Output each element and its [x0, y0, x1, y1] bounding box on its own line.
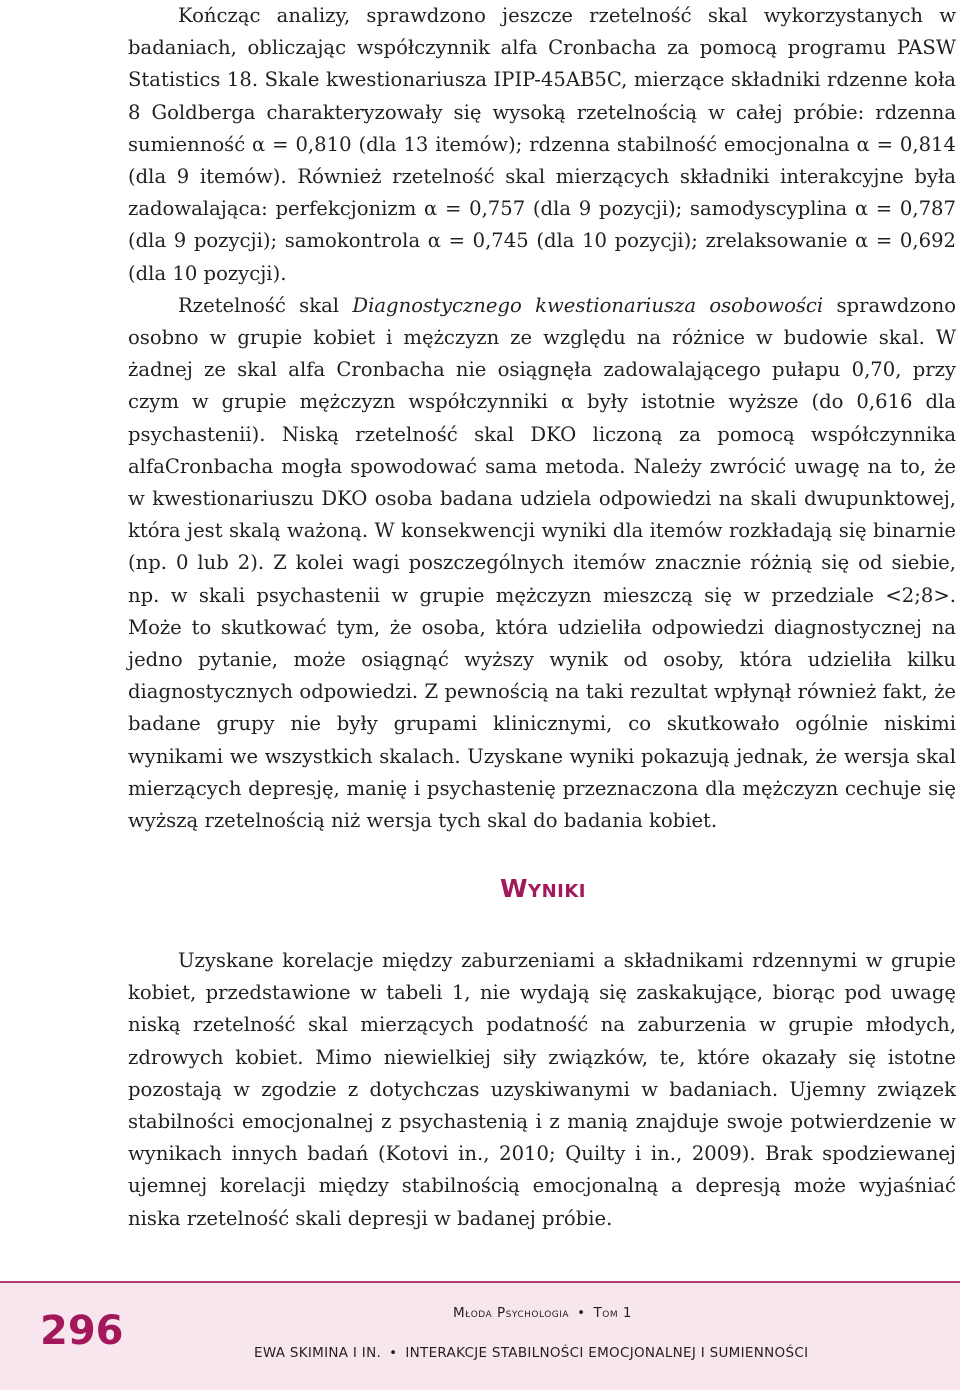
- paragraph-dko-start: Rzetelność skal: [178, 293, 353, 317]
- paragraph-reliability-ipip: Kończąc analizy, sprawdzono jeszcze rzetelność skal wykorzystanych w badaniach, obliczając współczynnik alfa Cronbacha za pomocą programu PASW Statistics 18. Skale kwestionariusza IPIP-45AB5C, mierzące składniki rdzenne koła 8 Goldberga charakteryzowały się wysoką rzetelnością w całej próbie: rdzenna sumienność α = 0,810 (dla 13 itemów); rdzenna stabilność emocjonalna α = 0,814 (dla 9 itemów). Również rzetelność skal mierzących składniki interakcyjne była zadowalająca: perfekcjonizm α = 0,757 (dla 9 pozycji); samodyscyplina α = 0,787 (dla 9 pozycji); samokontrola α = 0,745 (dla 10 pozycji); zrelaksowanie α = 0,692 (dla 10 pozycji).: [128, 4, 956, 285]
- journal-line: [453, 1305, 632, 1321]
- bullet-separator: •: [577, 1305, 586, 1321]
- article-line: [254, 1345, 808, 1361]
- article-body: [128, 0, 956, 837]
- page-footer: [0, 1281, 960, 1390]
- questionnaire-title: Diagnostycznego kwestionariusza osobowości: [352, 293, 824, 317]
- article-title: INTERAKCJE STABILNOŚCI EMOCJONALNEJ I SUMIENNOŚCI: [405, 1345, 809, 1361]
- paragraph-results: Uzyskane korelacje między zaburzeniami a składnikami rdzennymi w grupie kobiet, przedstawione w tabeli 1, nie wydają się zaskakujące, biorąc pod uwagę niską rzetelność skal mierzących podatność na zaburzenia w grupie młodych, zdrowych kobiet. Mimo niewielkiej siły związków, te, które okazały się istotne pozostają w zgodzie z dotychczas uzyskiwanymi w badaniach. Ujemny związek stabilności emocjonalnej z psychastenią i z manią znajduje swoje potwierdzenie w wynikach innych badań (Kotovi in., 2010; Quilty i in., 2009). Brak spodziewanej ujemnej korelacji między stabilnością emocjonalną a depresją może wyjaśniać niska rzetelność skali depresji w badanej próbie.: [128, 949, 956, 1230]
- results-body: [128, 945, 956, 1235]
- paragraph-reliability-dko: [128, 290, 956, 837]
- bullet-separator: •: [389, 1345, 398, 1361]
- section-heading: Wyniki: [499, 874, 587, 903]
- paragraph-dko-rest: sprawdzono osobno w grupie kobiet i mężczyzn ze względu na różnice w budowie skal. W żadnej ze skal alfa Cronbacha nie osiągnęła zadowalającego pułapu 0,70, przy czym w grupie mężczyzn współczynniki α były istotnie wyższe (do 0,616 dla psychastenii). Niską rzetelność skal DKO liczoną za pomocą współczynnika alfaCronbacha mogła spowodować sama metoda. Należy zwrócić uwagę na to, że w kwestionariuszu DKO osoba badana udziela odpowiedzi na skali dwupunktowej, która jest skalą ważoną. W konsekwencji wyniki dla itemów rozkładają się binarnie (np. 0 lub 2). Z kolei wagi poszczególnych itemów znacznie różnią się od siebie, np. w skali psychastenii w grupie mężczyzn mieszczą się w przedziale <2;8>. Może to skutkować tym, że osoba, która udzieliła odpowiedzi diagnostycznej na jedno pytanie, może osiągnąć wyższy wynik od osoby, która udzieliła kilku diagnostycznych odpowiedzi. Z pewnością na taki rezultat wpłynął również fakt, że badane grupy nie były grupami klinicznymi, co skutkowało ogólnie niskimi wynikami we wszystkich skalach. Uzyskane wyniki pokazują jednak, że wersja skal mierzących depresję, manię i psychastenię przeznaczona dla mężczyzn cechuje się wyższą rzetelnością niż wersja tych skal do badania kobiet.: [128, 293, 957, 833]
- article-authors: EWA SKIMINA I IN.: [254, 1345, 382, 1361]
- journal-name: Młoda Psychologia: [453, 1305, 570, 1321]
- page-number: 296: [40, 1308, 124, 1354]
- journal-volume: Tom 1: [593, 1305, 633, 1321]
